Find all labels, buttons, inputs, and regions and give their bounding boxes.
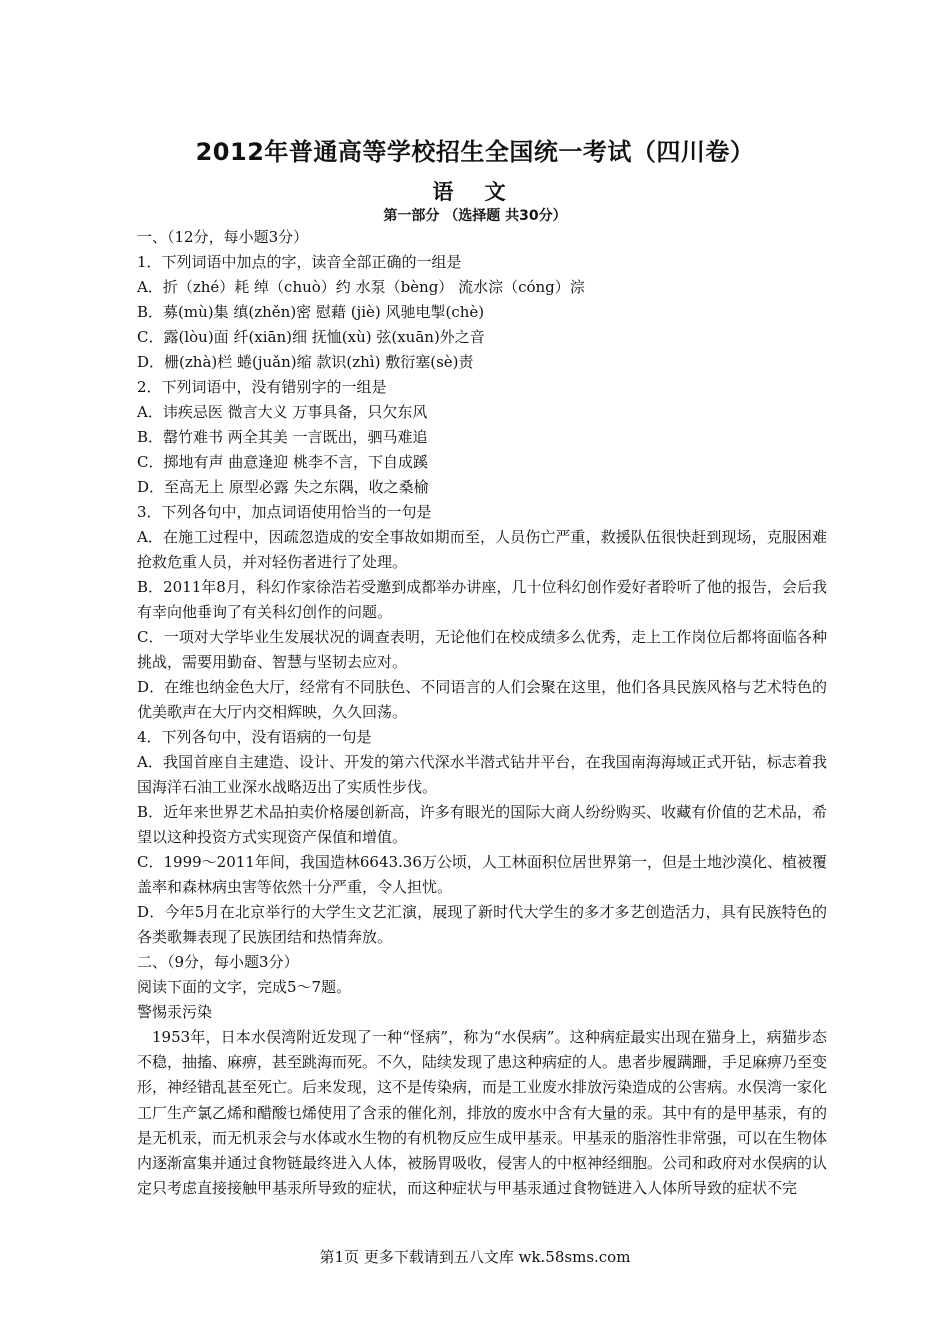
exam-title: 2012年普通高等学校招生全国统一考试（四川卷） [195,138,755,166]
option-line: C．掷地有声 曲意逢迎 桃李不言，下自成蹊 [137,453,429,471]
exam-body [137,225,827,1201]
option-line: D．栅(zhà)栏 蜷(juǎn)缩 款识(zhì) 敷衍塞(sè)责 [137,353,474,371]
option-paragraph: A．在施工过程中，因疏忽造成的安全事故如期而至，人员伤亡严重，救援队伍很快赶到现场，克服困难抢救危重人员，并对轻伤者进行了处理。 [137,528,827,571]
option-paragraph: C．1999～2011年间，我国造林6643.36万公顷，人工林面积位居世界第一，但是土地沙漠化、植被覆盖率和森林病虫害等依然十分严重，令人担忧。 [137,853,827,896]
option-paragraph: B．2011年8月，科幻作家徐浩若受邀到成都举办讲座，几十位科幻创作爱好者聆听了他的报告，会后我有幸向他垂询了有关科幻创作的问题。 [137,578,827,621]
option-line: C．露(lòu)面 纤(xiān)细 抚恤(xù) 弦(xuān)外之音 [137,328,485,346]
subject-heading: 语 文 [432,180,518,204]
part-heading: 第一部分 （选择题 共30分） [383,208,567,224]
option-line: B．罄竹难书 两全其美 一言既出，驷马难追 [137,428,428,446]
section-heading: 一、（12分，每小题3分） [137,228,309,246]
option-line: D．至高无上 原型必露 失之东隅，收之桑榆 [137,478,429,496]
option-paragraph: D．在维也纳金色大厅，经常有不同肤色、不同语言的人们会聚在这里，他们各具民族风格与艺术特色的优美歌声在大厅内交相辉映，久久回荡。 [137,678,827,721]
passage-title: 警惕汞污染 [137,1003,213,1021]
option-line: A．折（zhé）耗 绰（chuò）约 水泵（bèng） 流水淙（cóng）淙 [137,278,585,296]
option-paragraph: D．今年5月在北京举行的大学生文艺汇演，展现了新时代大学生的多才多艺创造活力，具有民族特色的各类歌舞表现了民族团结和热情奔放。 [137,903,827,946]
question-stem: 4．下列各句中，没有语病的一句是 [137,728,372,746]
page-footer: 第1页 更多下载请到五八文库 wk.58sms.com [319,1248,631,1266]
option-line: B．募(mù)集 缜(zhěn)密 慰藉 (jiè) 风驰电掣(chè) [137,303,485,321]
section-heading: 二、（9分，每小题3分） [137,953,299,971]
question-stem: 2．下列词语中，没有错别字的一组是 [137,378,387,396]
option-paragraph: B．近年来世界艺术品拍卖价格屡创新高，许多有眼光的国际大商人纷纷购买、收藏有价值的艺术品，希望以这种投资方式实现资产保值和增值。 [137,803,827,846]
option-paragraph: C．一项对大学毕业生发展状况的调查表明，无论他们在校成绩多么优秀，走上工作岗位后都将面临各种挑战，需要用勤奋、智慧与坚韧去应对。 [137,628,827,671]
question-stem: 1．下列词语中加点的字，读音全部正确的一组是 [137,253,462,271]
option-paragraph: A．我国首座自主建造、设计、开发的第六代深水半潜式钻井平台，在我国南海海域正式开钻，标志着我国海洋石油工业深水战略迈出了实质性步伐。 [137,753,827,796]
option-line: A．讳疾忌医 微言大义 万事具备，只欠东风 [137,403,428,421]
question-stem: 3．下列各句中，加点词语使用恰当的一句是 [137,503,432,521]
passage-text: 1953年，日本水俣湾附近发现了一种“怪病”，称为“水俣病”。这种病症最实出现在猫身上，病猫步态不稳，抽搐、麻痹，甚至跳海而死。不久，陆续发现了患这种病症的人。患者步履蹒跚，手足麻痹乃至变形，神经错乱甚至死亡。后来发现，这不是传染病，而是工业废水排放污染造成的公害病。水俣湾一家化工厂生产氯乙烯和醋酸乜烯使用了含汞的催化剂，排放的废水中含有大量的汞。其中有的是甲基汞，有的是无机汞，而无机汞会与水体或水生物的有机物反应生成甲基汞。甲基汞的脂溶性非常强，可以在生物体内逐渐富集并通过食物链最终进入人体，被肠胃吸收，侵害人的中枢神经细胞。公司和政府对水俣病的认定只考虑直接接触甲基汞所导致的症状，而这种症状与甲基汞通过食物链进入人体所导致的症状不完 [137,1028,828,1198]
reading-instruction: 阅读下面的文字，完成5～7题。 [137,978,352,996]
